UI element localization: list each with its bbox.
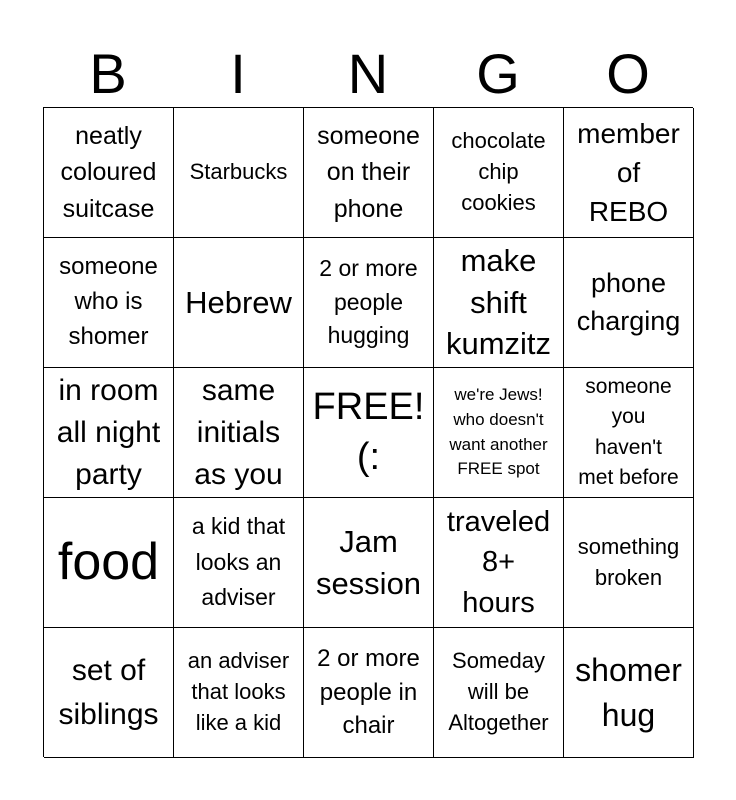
cell-text: in room all night party [56,373,161,491]
header-letter-g: G [476,42,520,105]
cell-text: 2 or more people in chair [317,645,420,740]
cell-text: make shift kumzitz [445,242,552,362]
bingo-cell[interactable] [174,628,304,758]
bingo-cell[interactable] [44,108,174,238]
bingo-cell[interactable] [434,498,564,628]
cell-text: Starbucks [189,159,288,185]
bingo-cell[interactable] [44,498,174,628]
cell-text: 2 or more people hugging [319,255,418,349]
bingo-cell[interactable] [174,108,304,238]
bingo-cell[interactable] [564,108,694,238]
header-letter-i: I [230,42,246,105]
cell-text: same initials as you [194,373,283,491]
header-letter-n: N [347,42,389,105]
bingo-cell[interactable] [304,498,434,628]
cell-text: neatly coloured suitcase [60,122,157,223]
cell-text: someone who is shomer [59,253,158,350]
bingo-cell[interactable] [564,238,694,368]
bingo-cell[interactable] [44,368,174,498]
bingo-cell[interactable] [304,238,434,368]
cell-text: Jam session [315,523,422,601]
header-letter-b: B [89,42,127,105]
bingo-cell[interactable] [434,108,564,238]
bingo-cell[interactable] [174,238,304,368]
bingo-cell[interactable] [434,368,564,498]
cell-text: a kid that looks an adviser [191,513,286,611]
bingo-cell[interactable] [174,368,304,498]
cell-text: phone charging [576,267,681,336]
cell-text: Hebrew [185,284,292,320]
bingo-cell[interactable] [564,498,694,628]
bingo-cell[interactable] [564,368,694,498]
bingo-cell[interactable] [304,628,434,758]
bingo-card [43,107,693,757]
bingo-cell[interactable] [304,108,434,238]
bingo-header [43,40,693,108]
bingo-cell[interactable] [44,628,174,758]
bingo-cell[interactable] [174,498,304,628]
free-space-cell[interactable] [304,368,434,498]
cell-text: chocolate chip cookies [451,128,546,215]
cell-text: food [57,533,160,592]
cell-text: someone on their phone [317,122,420,223]
cell-text: shomer hug [575,651,682,733]
cell-text: traveled 8+ hours [446,505,551,619]
cell-text: something broken [577,533,680,590]
cell-text: set of siblings [58,654,159,731]
free-space-text: FREE! (: [312,386,425,478]
bingo-cell[interactable] [434,628,564,758]
header-letter-o: O [606,42,650,105]
bingo-cell[interactable] [434,238,564,368]
cell-text: member of REBO [577,117,680,228]
bingo-cell[interactable] [44,238,174,368]
cell-text: Someday will be Altogether [448,648,549,735]
cell-text: we're Jews! who doesn't want another FREE spot [449,385,548,479]
cell-text: someone you haven't met before [578,374,679,489]
cell-text: an adviser that looks like a kid [187,648,290,735]
bingo-cell[interactable] [564,628,694,758]
